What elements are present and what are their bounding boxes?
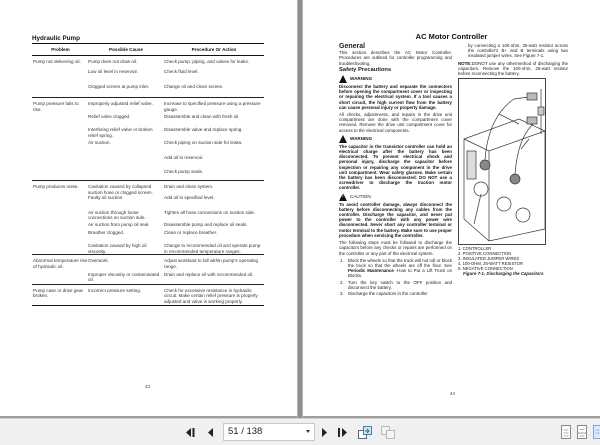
action-cell: Disassemble pump and replace oil seals.: [164, 221, 248, 227]
header-problem: Problem: [51, 46, 70, 52]
table-row: [88, 59, 264, 64]
table-header: [32, 44, 264, 56]
action-cell: Check pump seals.: [164, 169, 204, 175]
figure-controller-diagram: [458, 78, 546, 245]
continuous-view-button[interactable]: [577, 425, 587, 439]
next-view-button[interactable]: [380, 425, 396, 439]
action-cell: Add oil to specified level.: [164, 195, 215, 201]
first-page-icon: [186, 428, 196, 437]
step-item: 3. Discharge the capacitors in the controller: [340, 290, 428, 296]
action-cell: Adjust workload to fall within pump's operating range.: [164, 258, 259, 269]
cause-cell: Cavitation caused by collapsed suction hose or clogged screen.: [88, 184, 153, 195]
step-item: 2. Turn the key switch to the OFF position and disconnect the battery.: [340, 279, 452, 290]
table-row: [88, 155, 264, 160]
problem-cell: Pump pressure fails to rise.: [33, 101, 79, 112]
page-number: 44: [450, 391, 456, 396]
single-page-icon: [562, 427, 570, 439]
table-row: [88, 210, 264, 221]
note-text: NOTE:DONOT use any othermethod of discharging the capacitors. Remove the 100-ohm, 25-watt resistor before reconnecting the battery.: [458, 60, 568, 77]
last-page-icon: [338, 428, 348, 437]
cause-cell: Breather clogged.: [88, 229, 125, 235]
cause-cell: Improper viscosity or contaminated oil.: [88, 271, 160, 283]
action-cell: Drain and replace oil with recommended oil.: [164, 271, 254, 277]
cause-cell: Interfering relief valve or broken relief spring.: [88, 127, 153, 138]
action-cell: Change oil and clean screen.: [164, 83, 224, 89]
action-cell: Drain and clean system.: [164, 184, 214, 190]
step-item: 1. Block the wheels so that the truck will not roll or block the truck so that the wheels are off the floor. See Periodic Maintenance -How to Put a Lift Truck on Blocks.: [340, 257, 453, 279]
warning-heading: WARNING: [339, 75, 452, 83]
next-page-button[interactable]: [320, 425, 330, 439]
warning-heading: WARNING: [339, 135, 452, 143]
table-row: [88, 243, 264, 254]
table-row: [88, 101, 264, 112]
cause-cell: Cavitation caused by high oil viscosity.: [88, 243, 147, 254]
table-row: [88, 195, 264, 200]
table-row: [88, 288, 264, 304]
checks-text: All checks, adjustments, and repairs in the drive unit compartment are done with the compartment cover removed. Remove the drive unit compartment cover for access to the electrical components.: [339, 112, 452, 133]
table-group: [32, 255, 264, 285]
action-cell: Check pump, piping, and valves for leaks.: [164, 59, 250, 64]
header-action: Procedure Or Action: [191, 46, 237, 52]
problem-cell: Pump case or drive gear broken.: [33, 287, 84, 299]
table-group: [32, 285, 264, 305]
table-group: [32, 181, 264, 255]
action-cell: Disassemble and clean with fresh oil.: [164, 114, 240, 120]
steps-intro: The following steps must be followed to discharge the capacitors before any checks or repairs are performed on the controller or any part of the electrical system.: [339, 240, 452, 256]
table-row: [88, 184, 264, 195]
previous-view-icon: [358, 426, 372, 439]
table-row: [88, 230, 264, 235]
cause-cell: [88, 169, 164, 174]
first-page-button[interactable]: [185, 425, 197, 439]
last-page-button[interactable]: [337, 425, 349, 439]
problem-cell: Abnormal temperature rise of hydraulic oil.: [33, 258, 88, 269]
steps-list: [339, 258, 452, 296]
table-row: [88, 140, 264, 145]
table-group: [32, 98, 264, 181]
general-text: This section describes the AC Motor Controller. Procedures are outlined for controller programming and troubleshooting.: [339, 50, 452, 66]
page-number: 43: [145, 384, 151, 389]
troubleshooting-table: [32, 43, 264, 306]
right-column-1: [339, 44, 452, 297]
two-page-view-button[interactable]: [593, 425, 600, 439]
table-row: [88, 272, 264, 283]
table-row: [88, 222, 264, 227]
previous-view-button[interactable]: [357, 425, 373, 439]
single-page-view-button[interactable]: [561, 425, 571, 439]
safety-heading: Safety Precautions: [339, 66, 392, 73]
figure-caption: Figure 7-1. Discharging the Capacitors: [463, 271, 544, 277]
two-page-icon: [594, 427, 600, 439]
caution-text: To avoid controller damage, always disconnect the battery before disconnecting any cables from the controller. Discharge the capacitor, and never put power to the controller with any power wire disconnected. Never short any controller terminal or motor terminal to the battery. Make sure to use proper procedure when servicing the controller.: [339, 201, 452, 238]
table-row: [88, 127, 264, 138]
table-row: [88, 114, 264, 119]
action-cell: Check for excessive resistance in hydraulic circuit. Make certain relief pressure is properly adjusted and valve is working properly.: [164, 287, 258, 304]
cause-cell: [88, 155, 164, 160]
navigation-toolbar: [0, 418, 600, 445]
action-cell: Add oil to reservoir.: [164, 154, 204, 160]
cause-cell: Air suction.: [88, 140, 111, 146]
action-cell: Increase to specified pressure using a pressure gauge.: [164, 101, 261, 112]
continued-text: by connecting a 100-ohm, 25-watt resistor across the controller's B+ and B terminals using two insulated jumper wires. See Figure 7-1.: [468, 43, 568, 59]
next-page-icon: [322, 428, 328, 437]
problem-cell: Pump not delivering oil.: [33, 59, 81, 64]
action-cell: Check piping on suction side for leaks.: [164, 140, 243, 146]
warning-text: The capacitor in the transistor controller can hold an electrical charge after the battery has been disconnected. To prevent electrical shock and personal injury, discharge the capacitor before inspection or repairing any component in the drive unit compartment. Wear safety glasses. Make certain the battery has been disconnected. DO NOT use a screwdriver to discharge the traction motor controller.: [339, 143, 452, 191]
general-heading: General: [339, 43, 366, 50]
warning-icon: [339, 135, 347, 143]
cause-cell: Faulty oil suction.: [88, 195, 124, 201]
section-title: Hydraulic Pump: [32, 35, 80, 42]
action-cell: Check fluid level.: [164, 69, 199, 75]
chapter-title: AC Motor Controller: [415, 32, 488, 41]
next-view-icon: [381, 426, 395, 439]
page-right: [303, 0, 600, 416]
table-group: [32, 56, 264, 98]
action-cell: Tighten all hose connections on suction side.: [164, 209, 256, 215]
cause-cell: Air suction from pump oil seal.: [88, 221, 150, 227]
warning-icon: [339, 75, 347, 83]
page-number-input[interactable]: 51 / 138: [223, 423, 315, 441]
table-row: [88, 69, 264, 74]
cause-cell: Pump does not draw oil.: [88, 59, 138, 64]
table-row: [88, 84, 264, 89]
cause-cell: Air suction through loose connections on suction side.: [88, 209, 146, 221]
problem-cell: Pump produces noise.: [33, 184, 79, 190]
controller-illustration: [459, 79, 546, 245]
cause-cell: Incorrect pressure setting.: [88, 287, 142, 293]
figure-legend: 1. CONTROLLER 2. POSITIVE CONNECTION 3. INSULATED JUMPER WIRES 4. 100-OHM, 25-WATT RESISTOR 5. NEGATIVE CONNECTION Figure 7-1. Discharging the Capacitors: [458, 246, 568, 276]
chevron-down-icon[interactable]: [306, 430, 310, 433]
cause-cell: Relief valve clogged.: [88, 114, 131, 120]
action-cell: Change to recommended oil and operate pump in recommended temperature ranges.: [164, 243, 261, 254]
warning-text: Disconnect the battery and separate the connectors before opening the compartment cover or inspecting or repairing the electrical system. If a tool causes a short circuit, the high current flow from the battery can cause personal injury or property damage.: [339, 84, 452, 110]
cause-cell: Improperly adjusted relief valve.: [88, 101, 153, 107]
previous-page-button[interactable]: [206, 425, 216, 439]
right-column-2: [458, 43, 568, 276]
caution-heading: ! CAUTION: [339, 193, 452, 201]
cause-cell: Low oil level in reservoir.: [88, 69, 139, 75]
table-row: [88, 169, 264, 174]
page-left: [0, 0, 297, 416]
table-row: [88, 258, 264, 269]
caution-icon: [339, 193, 347, 201]
cause-cell: Clogged screen at pump inlet.: [88, 83, 150, 89]
prev-page-icon: [208, 428, 214, 437]
action-cell: Disassemble valve and replace spring.: [164, 127, 243, 133]
header-cause: Possible Cause: [109, 46, 143, 52]
cause-cell: Overwork.: [88, 258, 109, 264]
action-cell: Clean or replace breather.: [164, 229, 218, 235]
continuous-page-icon: [578, 427, 586, 439]
